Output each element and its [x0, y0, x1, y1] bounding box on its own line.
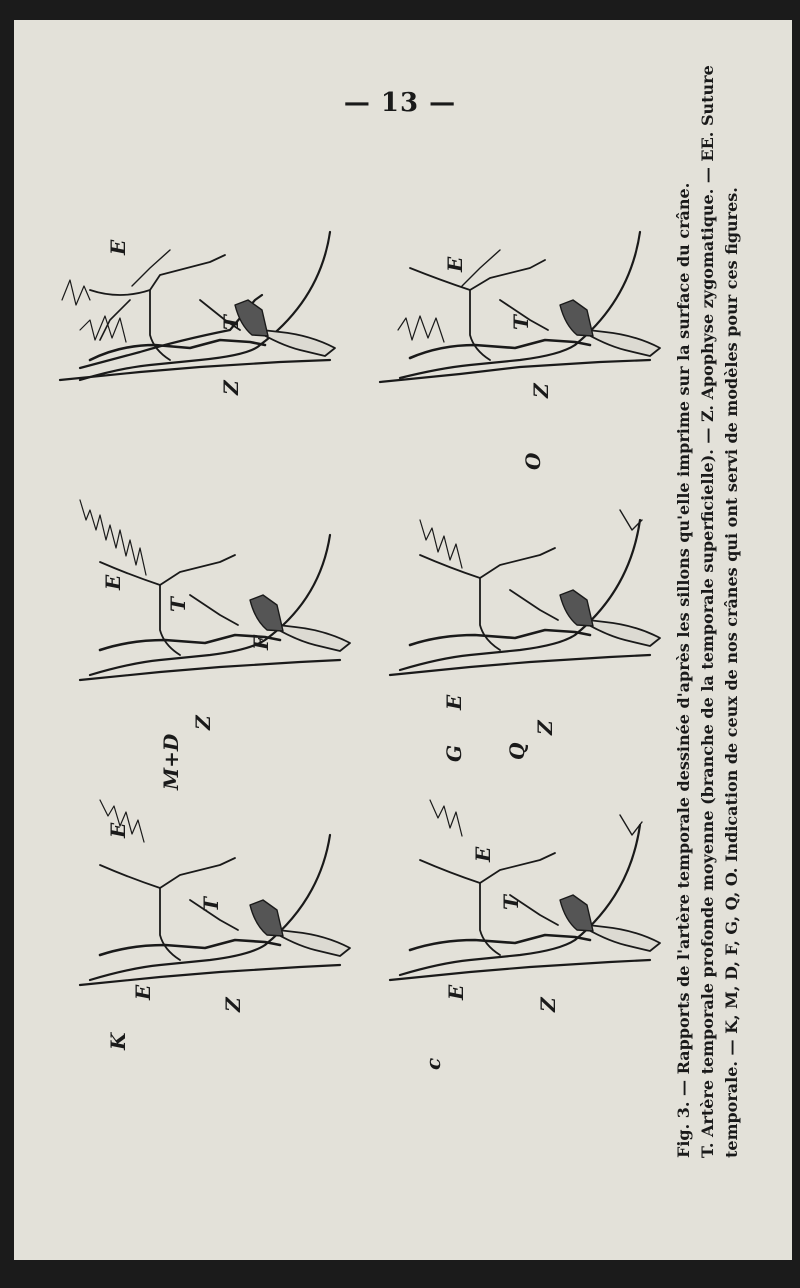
figure-caption [672, 65, 744, 1158]
label-z: Z [191, 715, 215, 730]
label-z: Z [219, 380, 243, 395]
caption-line-2: T. Artère temporale profonde moyenne (branche de la temporale superficielle). — Z. Apophyse zygomatique. — EE. Suture [698, 65, 717, 1158]
label-k: K [106, 1032, 130, 1050]
label-z: Z [221, 997, 245, 1012]
label-g: G [442, 744, 466, 762]
label-e: E [131, 984, 155, 1000]
label-z: Z [536, 997, 560, 1012]
label-z: Z [533, 720, 557, 735]
caption-line-1: Fig. 3. — Rapports de l'artère temporale dessinée d'après les sillons qu'elle imprime sur la surface du crâne. [674, 182, 693, 1158]
page-number: — 13 — [343, 88, 457, 118]
label-t: T [509, 315, 533, 330]
label-e: E [442, 694, 466, 710]
label-e: E [106, 822, 130, 838]
panel-top-right [380, 232, 660, 382]
panel-top-left [60, 232, 335, 380]
caption-line-3: temporale. — K, M, D, F, G, Q, O. Indication de ceux de nos crânes qui ont servi de modèles pour ces figures. [722, 187, 741, 1158]
label-e: E [106, 239, 130, 255]
label-t: T [199, 897, 223, 912]
label-q: Q [505, 742, 529, 760]
label-c: c [421, 1057, 445, 1070]
label-t: T [166, 597, 190, 612]
label-e: E [471, 846, 495, 862]
label-e: E [443, 256, 467, 272]
label-f: F [249, 635, 273, 650]
label-z: Z [529, 383, 553, 398]
label-e: E [101, 574, 125, 590]
label-t: T [499, 895, 523, 910]
label-o: O [521, 452, 545, 470]
panel-bottom-right [390, 800, 660, 980]
label-e: E [444, 984, 468, 1000]
label-t: T [219, 315, 243, 330]
panel-middle-right [390, 510, 660, 675]
label-md: M+D [159, 733, 183, 790]
